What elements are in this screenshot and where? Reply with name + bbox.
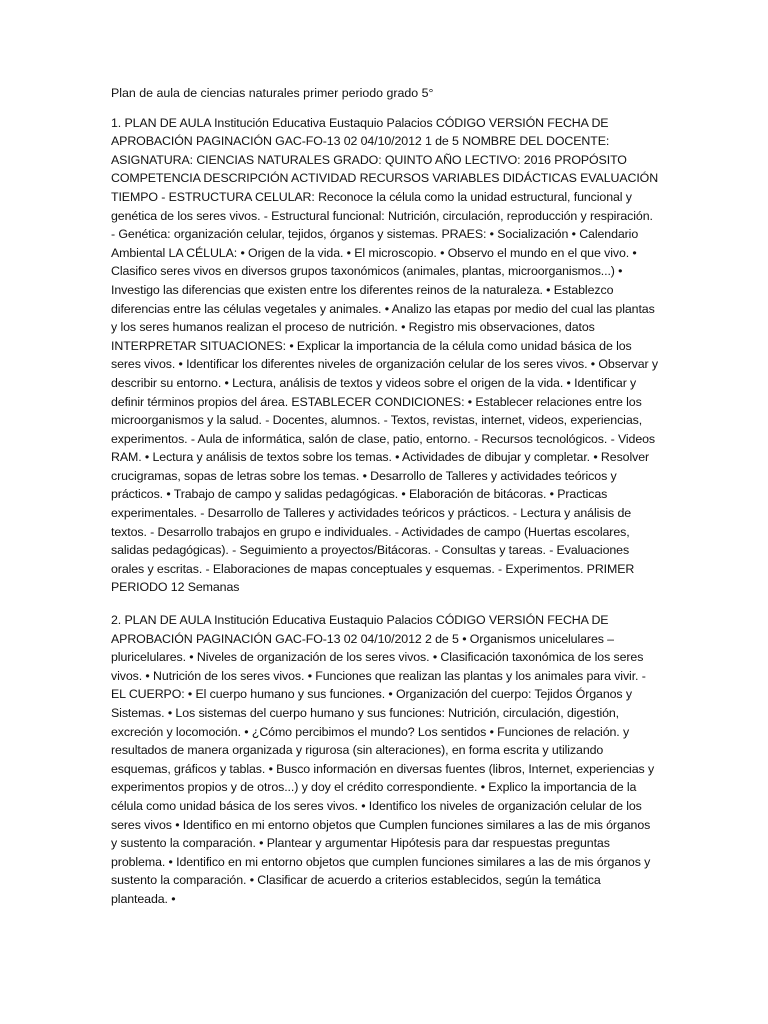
document-body <box>111 84 659 923</box>
section-1-paragraph: 1. PLAN DE AULA Institución Educativa Eustaquio Palacios CÓDIGO VERSIÓN FECHA DE APROBACIÓN PAGINACIÓN GAC-FO-13 02 04/10/2012 1 de 5 NOMBRE DEL DOCENTE: ASIGNATURA: CIENCIAS NATURALES GRADO: QUINTO AÑO LECTIVO: 2016 PROPÓSITO COMPETENCIA DESCRIPCIÓN ACTIVIDAD RECURSOS VARIABLES DIDÁCTICAS EVALUACIÓN TIEMPO - ESTRUCTURA CELULAR: Reconoce la célula como la unidad estructural, funcional y genética de los seres vivos. - Estructural funcional: Nutrición, circulación, reproducción y respiración. - Genética: organización celular, tejidos, órganos y sistemas. PRAES: • Socialización • Calendario Ambiental LA CÉLULA: • Origen de la vida. • El microscopio. • Observo el mundo en el que vivo. • Clasifico seres vivos en diversos grupos taxonómicos (animales, plantas, microorganismos...) • Investigo las diferencias que existen entre los diferentes reinos de la naturaleza. • Establezco diferencias entre las células vegetales y animales. • Analizo las etapas por medio del cual las plantas y los seres humanos realizan el proceso de nutrición. • Registro mis observaciones, datos INTERPRETAR SITUACIONES: • Explicar la importancia de la célula como unidad básica de los seres vivos. • Identificar los diferentes niveles de organización celular de los seres vivos. • Observar y describir su entorno. • Lectura, análisis de textos y videos sobre el origen de la vida. • Identificar y definir términos propios del área. ESTABLECER CONDICIONES: • Establecer relaciones entre los microorganismos y la salud. - Docentes, alumnos. - Textos, revistas, internet, videos, experiencias, experimentos. - Aula de informática, salón de clase, patio, entorno. - Recursos tecnológicos. - Videos RAM. • Lectura y análisis de textos sobre los temas. • Actividades de dibujar y completar. • Resolver crucigramas, sopas de letras sobre los temas. • Desarrollo de Talleres y actividades teóricos y prácticos. • Trabajo de campo y salidas pedagógicas. • Elaboración de bitácoras. • Practicas experimentales. - Desarrollo de Talleres y actividades teóricos y prácticos. - Lectura y análisis de textos. - Desarrollo trabajos en grupo e individuales. - Actividades de campo (Huertas escolares, salidas pedagógicas). - Seguimiento a proyectos/Bitácoras. - Consultas y tareas. - Evaluaciones orales y escritas. - Elaboraciones de mapas conceptuales y esquemas. - Experimentos. PRIMER PERIODO 12 Semanas <box>111 115 659 595</box>
document-title: Plan de aula de ciencias naturales primer periodo grado 5° <box>111 86 434 100</box>
section-2-paragraph: 2. PLAN DE AULA Institución Educativa Eustaquio Palacios CÓDIGO VERSIÓN FECHA DE APROBACIÓN PAGINACIÓN GAC-FO-13 02 04/10/2012 2 de 5 • Organismos unicelulares – pluricelulares. • Niveles de organización de los seres vivos. • Clasificación taxonómica de los seres vivos. • Nutrición de los seres vivos. • Funciones que realizan las plantas y los animales para vivir. - EL CUERPO: • El cuerpo humano y sus funciones. • Organización del cuerpo: Tejidos Órganos y Sistemas. • Los sistemas del cuerpo humano y sus funciones: Nutrición, circulación, digestión, excreción y locomoción. • ¿Cómo percibimos el mundo? Los sentidos • Funciones de relación. y resultados de manera organizada y rigurosa (sin alteraciones), en forma escrita y utilizando esquemas, gráficos y tablas. • Busco información en diversas fuentes (libros, Internet, experiencias y experimentos propios y de otros...) y doy el crédito correspondiente. • Explico la importancia de la célula como unidad básica de los seres vivos. • Identifico los niveles de organización celular de los seres vivos • Identifico en mi entorno objetos que Cumplen funciones similares a las de mis órganos y sustento la comparación. • Plantear y argumentar Hipótesis para dar respuestas preguntas problema. • Identifico en mi entorno objetos que cumplen funciones similares a las de mis órganos y sustento la comparación. • Clasificar de acuerdo a criterios establecidos, según la temática planteada. • <box>111 613 655 906</box>
